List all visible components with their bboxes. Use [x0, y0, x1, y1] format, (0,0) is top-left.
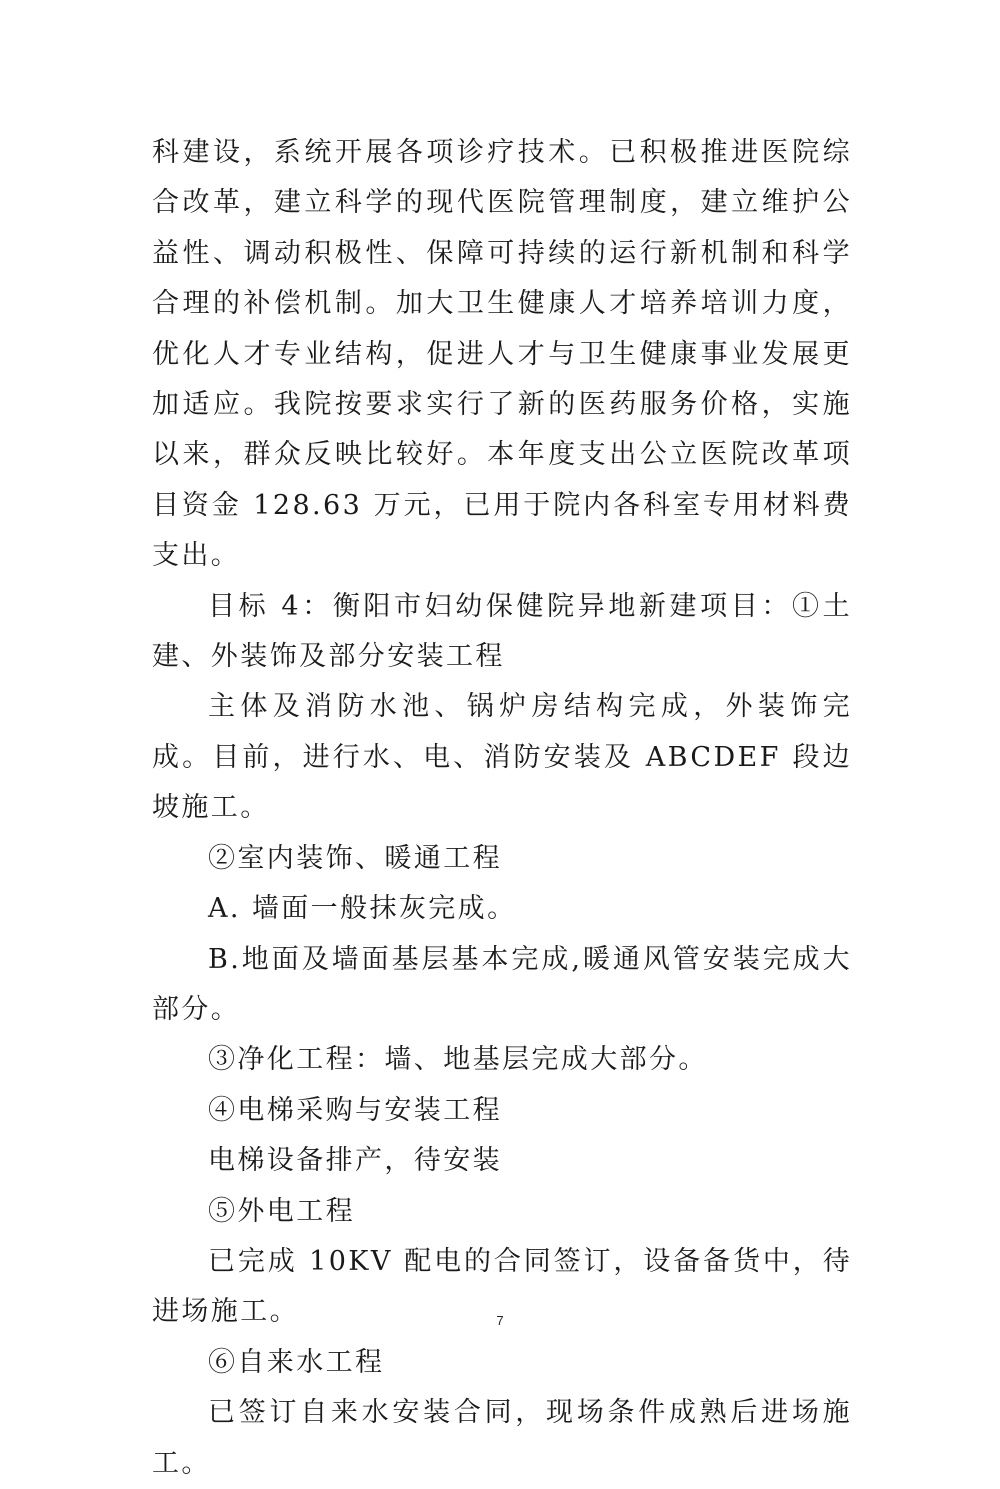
paragraph-power-heading: ⑤外电工程	[208, 1195, 355, 1227]
paragraph-power-status: 已完成 10KV 配电的合同签订，设备备货中，待进场施工。	[152, 1245, 852, 1328]
paragraph-goal-4-progress: 主体及消防水池、锅炉房结构完成，外装饰完成。目前，进行水、电、消防安装及 ABCDEF 段边坡施工。	[152, 691, 852, 824]
paragraph-water-status: 已签订自来水安装合同，现场条件成熟后进场施工。	[152, 1397, 852, 1479]
paragraph-interior-b: B.地面及墙面基层基本完成,暖通风管安装完成大部分。	[152, 943, 852, 1025]
paragraph-elevator-heading: ④电梯采购与安装工程	[208, 1094, 502, 1126]
paragraph-reform-summary: 科建设，系统开展各项诊疗技术。已积极推进医院综合改革，建立科学的现代医院管理制度，建立维护公益性、调动积极性、保障可持续的运行新机制和科学合理的补偿机制。加大卫生健康人才培养培训力度，优化人才专业结构，促进人才与卫生健康事业发展更加适应。我院按要求实行了新的医药服务价格，实施以来，群众反映比较好。本年度支出公立医院改革项目资金 128.63 万元，已用于院内各科室专用材料费支出。	[152, 137, 852, 572]
paragraph-interior-heading: ②室内装饰、暖通工程	[208, 842, 502, 874]
paragraph-water-heading: ⑥自来水工程	[208, 1346, 385, 1378]
paragraph-goal-4-title: 目标 4：衡阳市妇幼保健院异地新建项目：①土建、外装饰及部分安装工程	[152, 590, 852, 673]
paragraph-purification: ③净化工程：墙、地基层完成大部分。	[208, 1044, 708, 1076]
body-text	[152, 128, 852, 1489]
paragraph-elevator-status: 电梯设备排产，待安装	[208, 1145, 502, 1177]
paragraph-interior-a: A. 墙面一般抹灰完成。	[208, 893, 517, 925]
page-number: 7	[496, 1313, 504, 1328]
